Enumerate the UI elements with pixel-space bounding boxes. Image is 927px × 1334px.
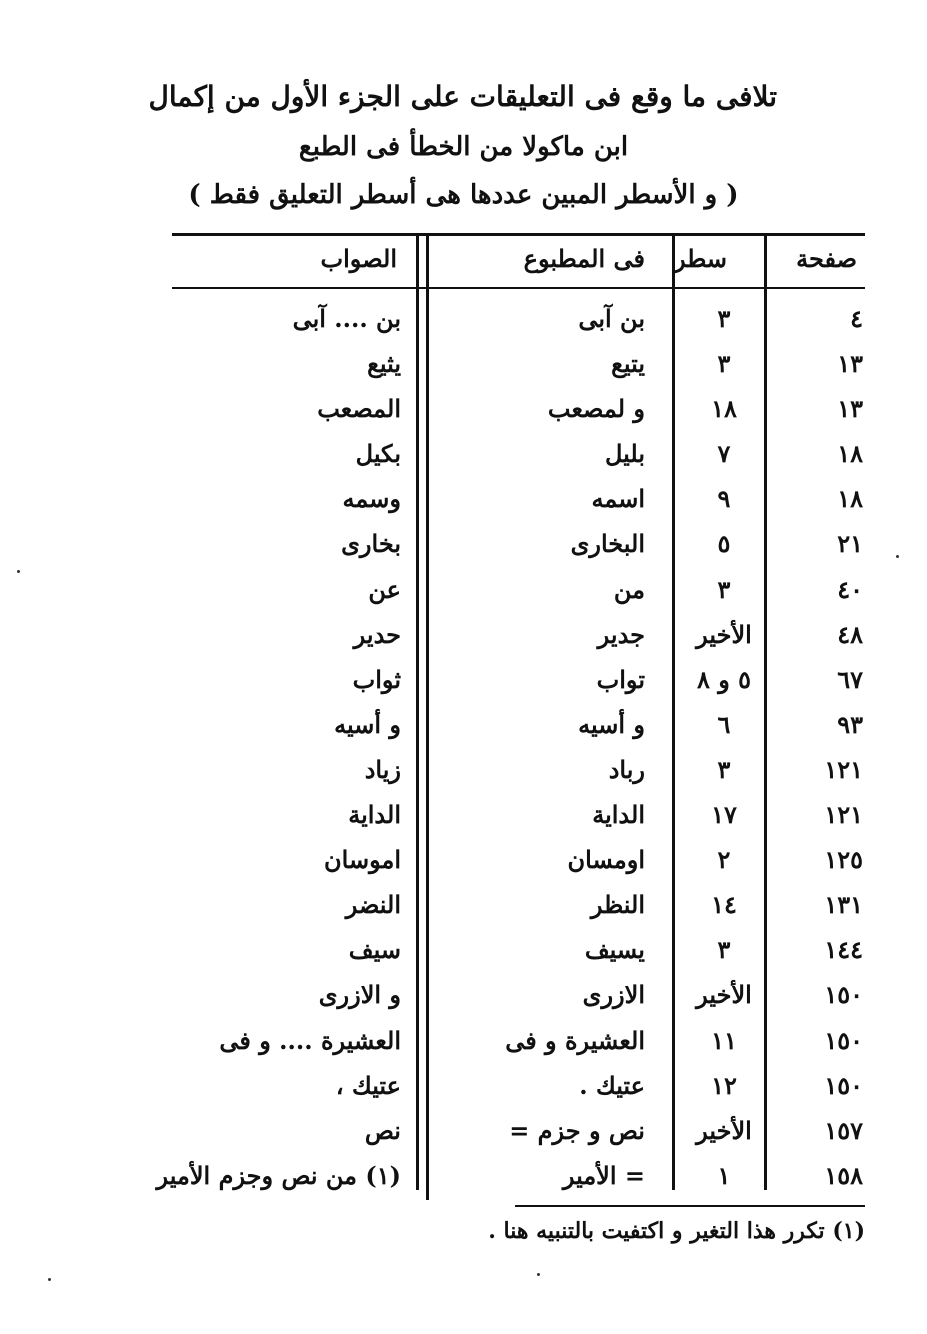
table-row bbox=[0, 661, 927, 706]
header-page: صفحة bbox=[796, 244, 857, 273]
cell-page: ١٣١ bbox=[824, 890, 863, 920]
cell-correct: ثواب bbox=[352, 664, 401, 694]
cell-printed: يتيع bbox=[611, 349, 645, 379]
cell-line: ٣ bbox=[717, 574, 731, 604]
cell-correct: و أسيه bbox=[334, 709, 401, 739]
scan-speck bbox=[537, 1273, 540, 1276]
footnote-rule bbox=[515, 1205, 865, 1207]
cell-line: ٦ bbox=[717, 709, 731, 739]
table-row bbox=[0, 886, 927, 931]
cell-printed: عتيك . bbox=[579, 1070, 645, 1100]
cell-page: ١٢١ bbox=[824, 754, 863, 784]
cell-line: ٥ و ٨ bbox=[696, 664, 752, 694]
cell-printed: و لمصعب bbox=[547, 394, 645, 424]
cell-page: ١٥٠ bbox=[824, 1025, 863, 1055]
cell-correct: سيف bbox=[348, 935, 401, 965]
cell-printed: اومسان bbox=[567, 845, 645, 875]
cell-printed: العشيرة و فى bbox=[505, 1025, 645, 1055]
cell-page: ١٤٤ bbox=[824, 935, 863, 965]
cell-printed: بليل bbox=[604, 439, 645, 469]
cell-correct: بخارى bbox=[341, 529, 401, 559]
table-row bbox=[0, 390, 927, 435]
cell-page: ٢١ bbox=[837, 529, 863, 559]
cell-page: ٤ bbox=[850, 304, 863, 333]
table-row bbox=[0, 435, 927, 480]
cell-correct: حدير bbox=[353, 619, 401, 649]
cell-page: ١٥٠ bbox=[824, 980, 863, 1010]
table-row bbox=[0, 841, 927, 886]
table-row bbox=[0, 706, 927, 751]
table-row bbox=[0, 1067, 927, 1112]
cell-correct: وسمه bbox=[342, 484, 401, 514]
cell-printed: الداية bbox=[592, 800, 645, 830]
table-row bbox=[0, 1157, 927, 1202]
cell-printed: الازرى bbox=[582, 980, 645, 1010]
cell-printed: البخارى bbox=[570, 529, 645, 559]
cell-printed: نص و جزم = bbox=[509, 1115, 645, 1145]
table-header-rule bbox=[172, 287, 865, 289]
cell-correct: بكيل bbox=[355, 439, 401, 469]
cell-correct: و الازرى bbox=[318, 980, 401, 1010]
cell-printed: بن آبى bbox=[578, 304, 645, 333]
cell-line: ١٢ bbox=[711, 1070, 737, 1100]
cell-page: ١٥٧ bbox=[824, 1115, 863, 1145]
table-row bbox=[0, 1112, 927, 1157]
cell-printed: يسيف bbox=[584, 935, 645, 965]
cell-correct: اموسان bbox=[324, 845, 401, 875]
cell-line: ١١ bbox=[711, 1025, 737, 1055]
cell-correct: عتيك ، bbox=[335, 1070, 401, 1100]
cell-line: الأخير bbox=[696, 980, 752, 1010]
heading-line-2: ابن ماكولا من الخطأ فى الطبع bbox=[298, 132, 629, 162]
cell-line: ١٨ bbox=[711, 394, 737, 424]
heading-line-1: تلافى ما وقع فى التعليقات على الجزء الأول من إكمال bbox=[148, 80, 777, 113]
cell-printed: رباد bbox=[608, 754, 645, 784]
cell-correct: الداية bbox=[348, 800, 401, 830]
cell-page: ١٢٥ bbox=[824, 845, 863, 875]
cell-page: ١٣ bbox=[837, 394, 863, 424]
table-row bbox=[0, 300, 927, 345]
cell-page: ٩٣ bbox=[837, 709, 863, 739]
cell-page: ١٥٨ bbox=[824, 1160, 863, 1190]
header-correct: الصواب bbox=[320, 244, 397, 273]
cell-line: ٣ bbox=[717, 935, 731, 965]
table-body bbox=[0, 300, 927, 1202]
cell-printed: النظر bbox=[590, 890, 645, 920]
cell-printed: و أسيه bbox=[578, 709, 645, 739]
cell-correct: زياد bbox=[364, 754, 401, 784]
cell-line: ٣ bbox=[717, 304, 731, 333]
cell-page: ٤٨ bbox=[837, 619, 863, 649]
cell-page: ١٨ bbox=[837, 439, 863, 469]
cell-line: ١٧ bbox=[711, 800, 737, 830]
table-row bbox=[0, 931, 927, 976]
table-row bbox=[0, 525, 927, 570]
heading-line-3: ( و الأسطر المبين عددها هى أسطر التعليق فقط ) bbox=[188, 180, 739, 210]
cell-printed: جدير bbox=[597, 619, 645, 649]
cell-line: الأخير bbox=[696, 1115, 752, 1145]
table-row bbox=[0, 976, 927, 1021]
cell-printed: تواب bbox=[596, 664, 645, 694]
cell-printed: اسمه bbox=[591, 484, 645, 514]
cell-correct: نص bbox=[364, 1115, 401, 1145]
cell-correct: النضر bbox=[345, 890, 401, 920]
cell-line: ٣ bbox=[717, 754, 731, 784]
cell-page: ١٢١ bbox=[824, 800, 863, 830]
table-row bbox=[0, 1022, 927, 1067]
table-row bbox=[0, 571, 927, 616]
footnote: (١) تكرر هذا التغير و اكتفيت بالتنبيه هنا . bbox=[488, 1218, 865, 1244]
cell-correct: بن .... آبى bbox=[292, 304, 401, 333]
table-row bbox=[0, 796, 927, 841]
scan-speck bbox=[17, 570, 20, 573]
cell-line: ١٤ bbox=[711, 890, 737, 920]
cell-line: ١ bbox=[717, 1160, 731, 1190]
cell-line: ٢ bbox=[717, 845, 731, 875]
table-row bbox=[0, 616, 927, 661]
cell-correct: (١) من نص وجزم الأمير bbox=[156, 1160, 401, 1190]
table-row bbox=[0, 345, 927, 390]
scan-speck bbox=[48, 1278, 51, 1281]
cell-page: ٤٠ bbox=[837, 574, 863, 604]
cell-correct: المصعب bbox=[317, 394, 401, 424]
cell-line: ٣ bbox=[717, 349, 731, 379]
cell-page: ٦٧ bbox=[837, 664, 863, 694]
cell-line: ٧ bbox=[717, 439, 731, 469]
cell-correct: يثيع bbox=[367, 349, 401, 379]
header-line: سطر bbox=[673, 244, 727, 273]
cell-page: ١٣ bbox=[837, 349, 863, 379]
table-top-rule bbox=[172, 233, 865, 236]
cell-correct: عن bbox=[368, 574, 401, 604]
table-row bbox=[0, 480, 927, 525]
cell-page: ١٨ bbox=[837, 484, 863, 514]
table-row bbox=[0, 751, 927, 796]
cell-line: ٩ bbox=[717, 484, 731, 514]
cell-line: الأخير bbox=[696, 619, 752, 649]
cell-correct: العشيرة .... و فى bbox=[219, 1025, 401, 1055]
header-printed: فى المطبوع bbox=[523, 244, 645, 273]
cell-printed: = الأمير bbox=[562, 1160, 645, 1190]
scan-speck bbox=[896, 555, 899, 558]
cell-line: ٥ bbox=[717, 529, 731, 559]
cell-page: ١٥٠ bbox=[824, 1070, 863, 1100]
cell-printed: من bbox=[613, 574, 645, 604]
